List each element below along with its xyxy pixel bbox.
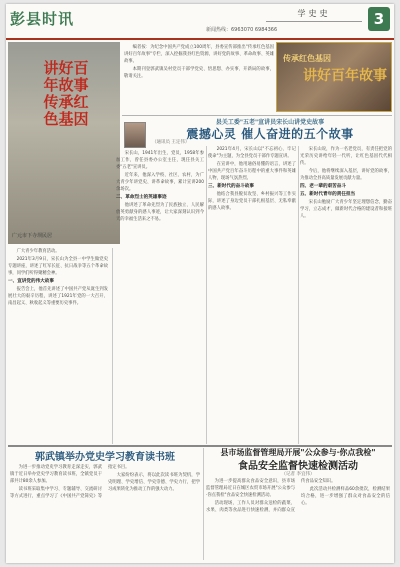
page-number: 3 — [368, 7, 390, 31]
feature-header-image — [276, 42, 392, 112]
newspaper-page — [6, 4, 394, 563]
paragraph: 此次活动共检测样品60余批次，检测结果均合格，进一步增强了群众对食品安全的信心。 — [301, 486, 390, 506]
article-headline: 震撼心灵 催人奋进的五个故事 — [186, 127, 354, 141]
article-column-3 — [208, 146, 296, 444]
subheading: 五、新时代青年的责任担当 — [300, 191, 356, 197]
paragraph: 大家纷纷表示，将以此次读书班为契机，学史明理、学史增信、学史崇德、学史力行，把学习成果转化为推动工作的强大动力。 — [108, 472, 200, 492]
article-column-2 — [116, 150, 204, 444]
author-portrait — [124, 122, 146, 148]
article-column-4 — [300, 146, 392, 444]
paragraph: 活动现场，工作人员对群众送检的蔬菜、水果、肉类等食品进行快速检测，并向群众宣传食品安全知识。 — [206, 479, 336, 513]
article-kicker: 县关工委"五老"宣讲员宋长山讲党史故事 — [215, 119, 325, 126]
subheading: 一、宣讲党的伟大故事 — [8, 278, 54, 284]
column-divider — [206, 146, 207, 444]
bottom-right-headline-line1: 县市场监督管理局开展"公众参与·你点我检" — [220, 447, 376, 457]
paragraph: 宋长山勉励广大青少年坚定理想信念，勤奋学习，立志成才，做新时代合格的建设者和接班人。 — [300, 199, 392, 219]
paragraph: 宋长山，1941年出生，党员，1958年参加工作，曾任县委办公室主任，现任县关工委"五老"宣讲员。 — [116, 151, 204, 170]
paragraph: 报告会上，他首先讲述了中国共产党从诞生到发展壮大的艰辛历程，讲述了1921年党的一大召开、南昌起义、秋收起义等重要历史事件。 — [8, 286, 108, 306]
paragraph: 今后，他将继续深入基层，讲好党的故事，为推动全县高质量发展贡献力量。 — [300, 168, 392, 181]
section-title: 学史史 — [266, 8, 362, 22]
bottom-right-body — [206, 478, 390, 560]
subheading: 三、新时代的奋斗故事 — [208, 183, 254, 189]
divider — [122, 115, 392, 116]
paragraph: 他讲述了革命先烈为了民族独立、人民解放英勇献身的感人事迹，让大家深刻认识到今天的幸福生活来之不易。 — [116, 202, 204, 222]
subheading: 二、革命烈士的英雄事迹 — [116, 194, 167, 200]
paragraph: 在宣讲中，他用通俗易懂的语言，讲述了中国共产党百年奋斗历程中的重大事件和英雄人物，现场气氛热烈。 — [208, 161, 296, 181]
intro-text — [124, 44, 274, 114]
paragraph: 广大青少年教育活动。 — [16, 249, 60, 254]
column-divider — [112, 248, 113, 444]
subheading: 四、老一辈的艰苦奋斗 — [300, 183, 346, 189]
banner-caption: 广元市下寺坝民居 — [12, 233, 53, 239]
paragraph: 读书班采取集中学习、专题辅导、交流研讨等方式进行，重点学习了《中国共产党简史》等指定书目。 — [10, 465, 130, 499]
article-byline: （通讯员 王定伟） — [152, 140, 190, 145]
intro-paragraph: 编者按：为纪念中国共产党成立100周年，县委宣传部推出"传承红色基因讲好百年故事"专栏，深入挖掘我县红色资源，讲好党的故事、革命故事、英雄故事。 — [124, 45, 274, 64]
newspaper-logo: 彭县时讯 — [10, 10, 75, 28]
banner-slogan: 讲好百年故事传承红色基因 — [43, 59, 89, 128]
paragraph: 2021年4月，宋长山以"不忘初心、牢记使命"为主题，为全县党员干部作专题宣讲。 — [208, 147, 296, 159]
feature-image-title: 传承红色基因 — [283, 53, 331, 63]
paragraph: 近年来，他深入学校、社区、农村，为广大青少年讲党史、讲革命故事，累计宣讲200余场次。 — [116, 172, 204, 192]
paragraph: 为进一步推动党史学习教育走深走实，郭武镇于近日举办党史学习教育读书班，全镇党员干部共计80余人参加。 — [10, 465, 102, 484]
article-column-1 — [8, 248, 108, 444]
feature-image-subtitle: 讲好百年故事 — [303, 68, 387, 84]
bottom-left-body — [10, 464, 200, 560]
paragraph: 2021年3月9日，宋长山为全县一中学生做党史专题讲座，讲述了红军长征、抗日战争等五个革命故事，同学们听得聚精会神。 — [8, 256, 108, 276]
bottom-right-byline: （记者 李宜伟） — [281, 472, 315, 477]
column-divider — [203, 448, 204, 560]
paragraph: 他结合我县脱贫攻坚、乡村振兴等工作实际，讲述了身边党员干部扎根基层、无私奉献的感人故事。 — [208, 191, 296, 211]
paragraph: 宋长山说，作为一名老党员，有责任把党的光荣历史讲给年轻一代听，让红色基因代代相传。 — [300, 147, 392, 166]
intro-paragraph: 本期刊登郭武镇吴村党员干部学党史、悟思想、办实事、开新局的故事，敬请关注。 — [124, 66, 274, 79]
paragraph: 为进一步提高群众食品安全意识，县市场监督管理局近日在城区农贸市场开展"公众参与·你点我检"食品安全快速检测活动。 — [206, 479, 295, 498]
banner-column — [8, 42, 120, 244]
column-divider — [298, 146, 299, 444]
bottom-right-headline-line2: 食品安全监督快速检测活动 — [238, 461, 358, 472]
dateline: 新闻热线：6963070 6984366 — [206, 27, 278, 33]
masthead — [6, 4, 394, 40]
bottom-left-headline: 郭武镇举办党史学习教育读书班 — [35, 452, 175, 463]
